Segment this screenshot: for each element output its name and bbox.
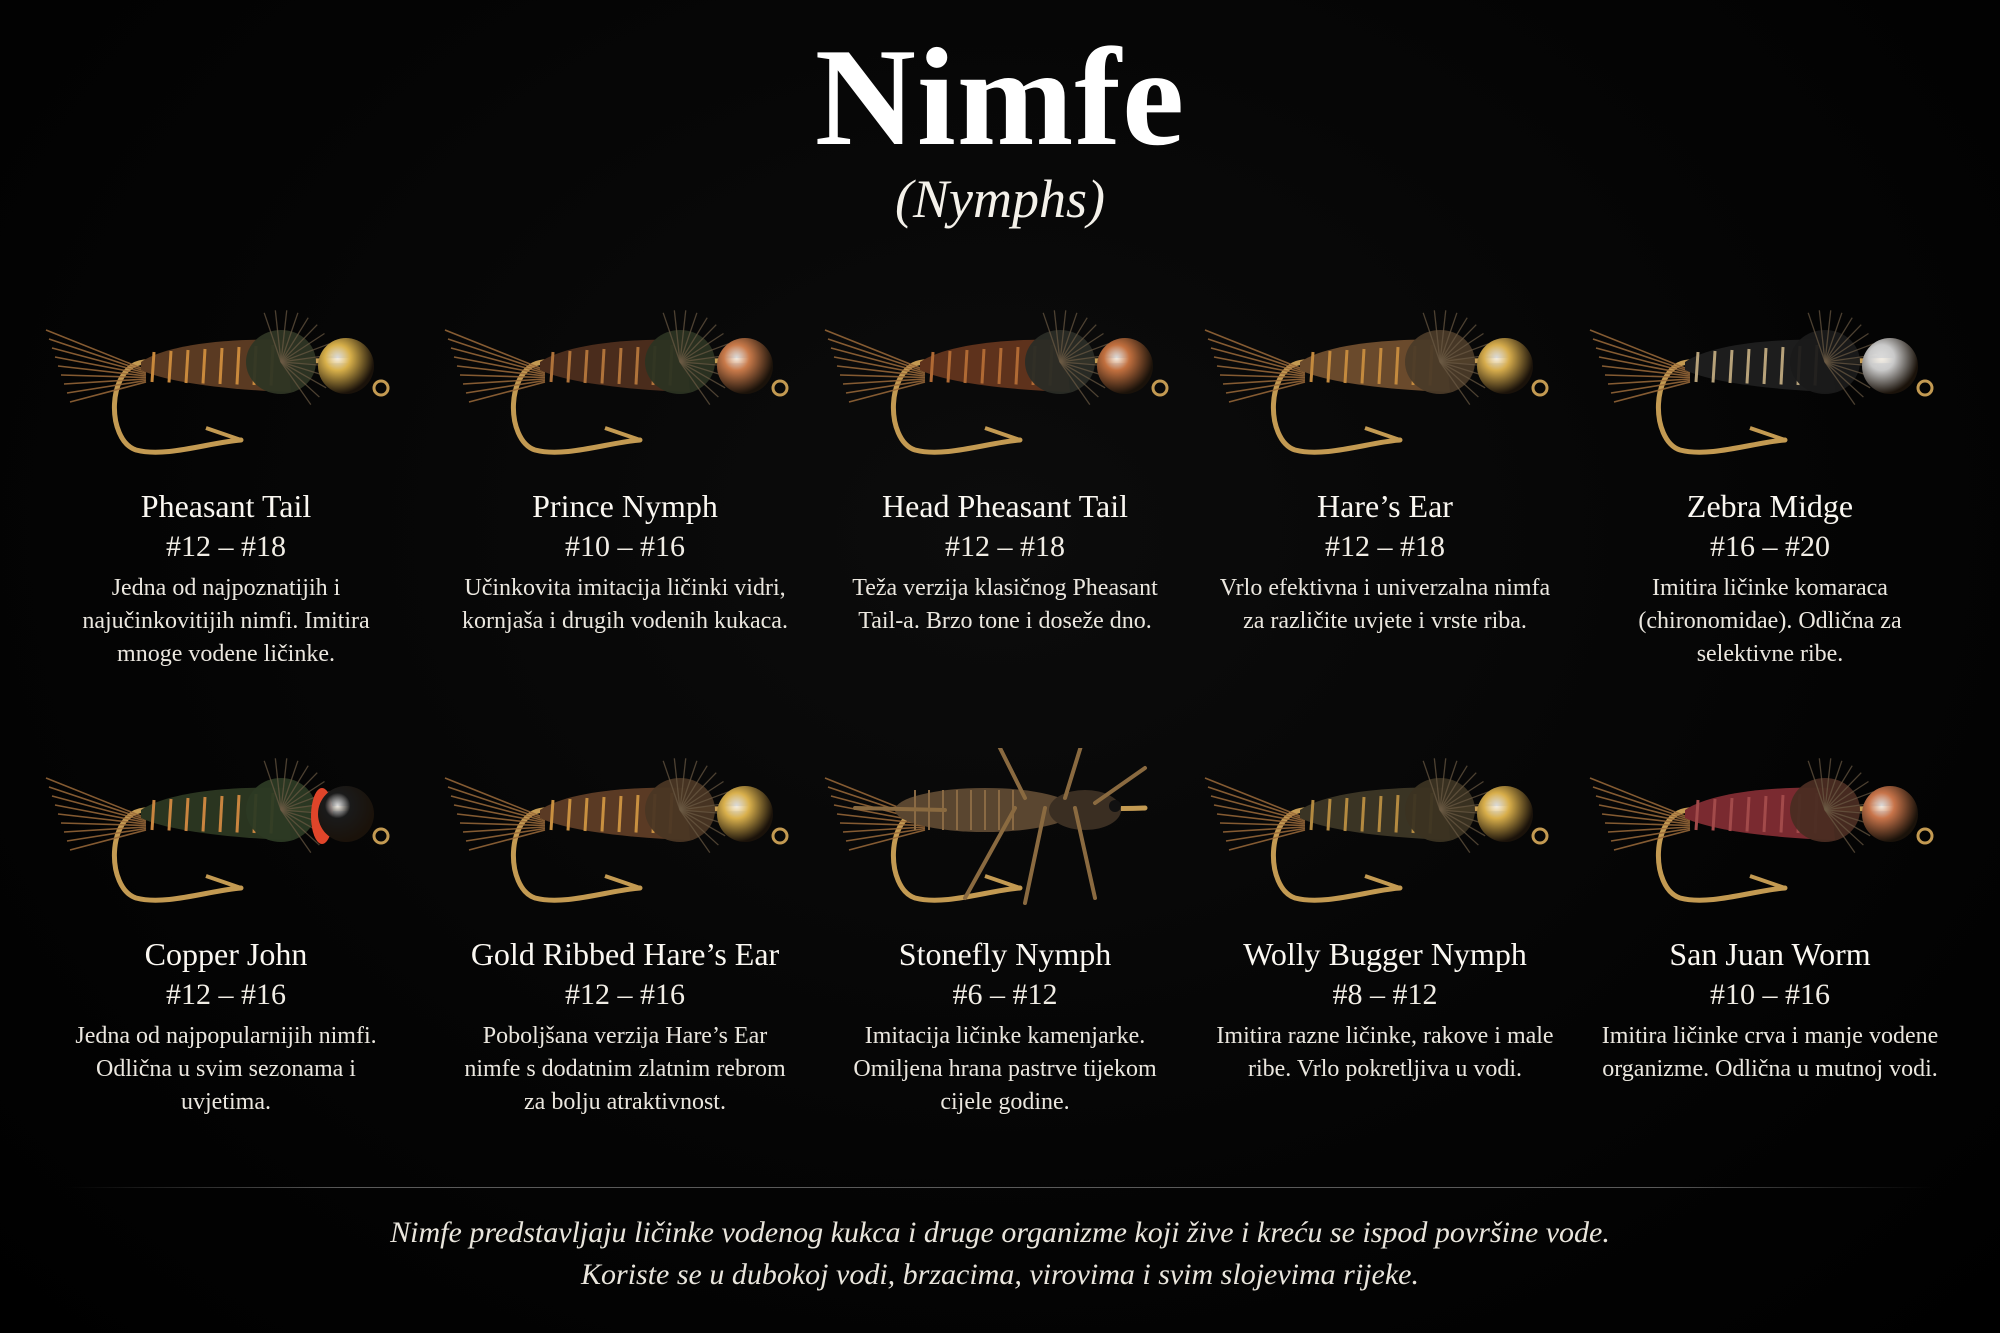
fly-body-icon	[141, 310, 333, 404]
hook-size: #12 – #18	[1325, 530, 1445, 563]
copper-bead-icon	[1862, 786, 1918, 842]
fly-description: Imitira ličinke crva i manje vodene organizme. Odlična u mutnoj vodi.	[1601, 1023, 1939, 1082]
gold-bead-icon	[717, 786, 773, 842]
gold-bead-icon	[318, 338, 374, 394]
fly-card	[805, 728, 1205, 1115]
gold-bead-icon	[1477, 338, 1533, 394]
page-title: Nimfe	[814, 20, 1186, 175]
tail-icon	[1205, 330, 1305, 402]
tail-icon	[46, 778, 146, 850]
fly-card	[26, 280, 426, 667]
fly-image	[815, 300, 1195, 490]
hook-size: #6 – #12	[952, 978, 1058, 1011]
page-subtitle: (Nymphs)	[895, 169, 1105, 229]
fly-body-icon	[1300, 310, 1492, 404]
fly-image	[815, 748, 1195, 938]
fly-image	[1580, 748, 1960, 938]
fly-name: Wolly Bugger Nymph	[1243, 936, 1527, 972]
tail-icon	[445, 778, 545, 850]
fly-card	[805, 280, 1205, 634]
tail-icon	[1205, 778, 1305, 850]
fly-description: Imitira ličinke komaraca (chironomidae). Odlična za selektivne ribe.	[1638, 575, 1902, 667]
fly-name: Prince Nymph	[532, 488, 718, 524]
fly-description: Imitacija ličinke kamenjarke. Omiljena hrana pastrve tijekom cijele godine.	[853, 1023, 1157, 1115]
fly-name: Head Pheasant Tail	[882, 488, 1128, 524]
fly-body-icon	[1685, 758, 1877, 852]
hook-size: #12 – #18	[166, 530, 286, 563]
fly-description: Vrlo efektivna i univerzalna nimfa za različite uvjete i vrste riba.	[1219, 575, 1551, 634]
silver-bead-icon	[1862, 338, 1918, 394]
fly-name: Gold Ribbed Hare’s Ear	[470, 936, 780, 972]
fly-body-icon	[1300, 758, 1492, 852]
divider	[66, 1187, 1934, 1188]
fly-name: San Juan Worm	[1669, 936, 1871, 972]
fly-image	[435, 300, 815, 490]
fly-description: Poboljšana verzija Hare’s Ear nimfe s dodatnim zlatnim rebrom za bolju atraktivnost.	[464, 1023, 786, 1115]
copper-bead-icon	[1097, 338, 1153, 394]
fly-name: Pheasant Tail	[140, 488, 312, 524]
fly-image	[435, 748, 815, 938]
fly-name: Copper John	[144, 936, 308, 972]
tail-icon	[1590, 330, 1690, 402]
fly-card	[425, 728, 825, 1115]
hook-size: #16 – #20	[1710, 530, 1830, 563]
fly-description: Jedna od najpoznatijih i najučinkovitijih nimfi. Imitira mnoge vodene ličinke.	[82, 575, 370, 667]
fly-name: Stonefly Nymph	[898, 936, 1112, 972]
fly-body-icon	[540, 310, 732, 404]
fly-card	[1185, 280, 1585, 634]
fly-card	[26, 728, 426, 1115]
hook-size: #12 – #16	[166, 978, 286, 1011]
copper-bead-icon	[717, 338, 773, 394]
fly-name: Zebra Midge	[1686, 488, 1854, 524]
fly-card	[425, 280, 825, 634]
fly-image	[1195, 748, 1575, 938]
fly-image	[36, 748, 416, 938]
fly-image	[1195, 300, 1575, 490]
fly-card	[1570, 728, 1970, 1082]
fly-body-icon	[141, 758, 333, 852]
fly-image	[36, 300, 416, 490]
footer-line-1: Nimfe predstavljaju ličinke vodenog kukca i druge organizme koji žive i kreću se ispod površine vode.	[390, 1216, 1610, 1249]
fly-card	[1185, 728, 1585, 1082]
fly-description: Teža verzija klasičnog Pheasant Tail-a. Brzo tone i doseže dno.	[852, 575, 1158, 634]
tail-icon	[1590, 778, 1690, 850]
fly-body-icon	[1685, 310, 1877, 404]
footer-line-2: Koriste se u dubokoj vodi, brzacima, virovima i svim slojevima rijeke.	[581, 1258, 1419, 1291]
fly-description: Učinkovita imitacija ličinki vidri, kornjaša i drugih vodenih kukaca.	[462, 575, 788, 634]
hook-size: #12 – #18	[945, 530, 1065, 563]
hook-size: #10 – #16	[565, 530, 685, 563]
fly-body-icon	[540, 758, 732, 852]
black-bead-icon	[318, 786, 374, 842]
fly-body-icon	[920, 310, 1112, 404]
fly-description: Imitira razne ličinke, rakove i male ribe. Vrlo pokretljiva u vodi.	[1216, 1023, 1554, 1082]
fly-card	[1570, 280, 1970, 667]
tail-icon	[46, 330, 146, 402]
fly-description: Jedna od najpopularnijih nimfi. Odlična u svim sezonama i uvjetima.	[75, 1023, 377, 1115]
tail-icon	[445, 330, 545, 402]
fly-image	[1580, 300, 1960, 490]
hook-size: #8 – #12	[1332, 978, 1438, 1011]
fly-name: Hare’s Ear	[1317, 488, 1453, 524]
hook-size: #12 – #16	[565, 978, 685, 1011]
tail-icon	[825, 330, 925, 402]
gold-bead-icon	[1477, 786, 1533, 842]
hook-size: #10 – #16	[1710, 978, 1830, 1011]
